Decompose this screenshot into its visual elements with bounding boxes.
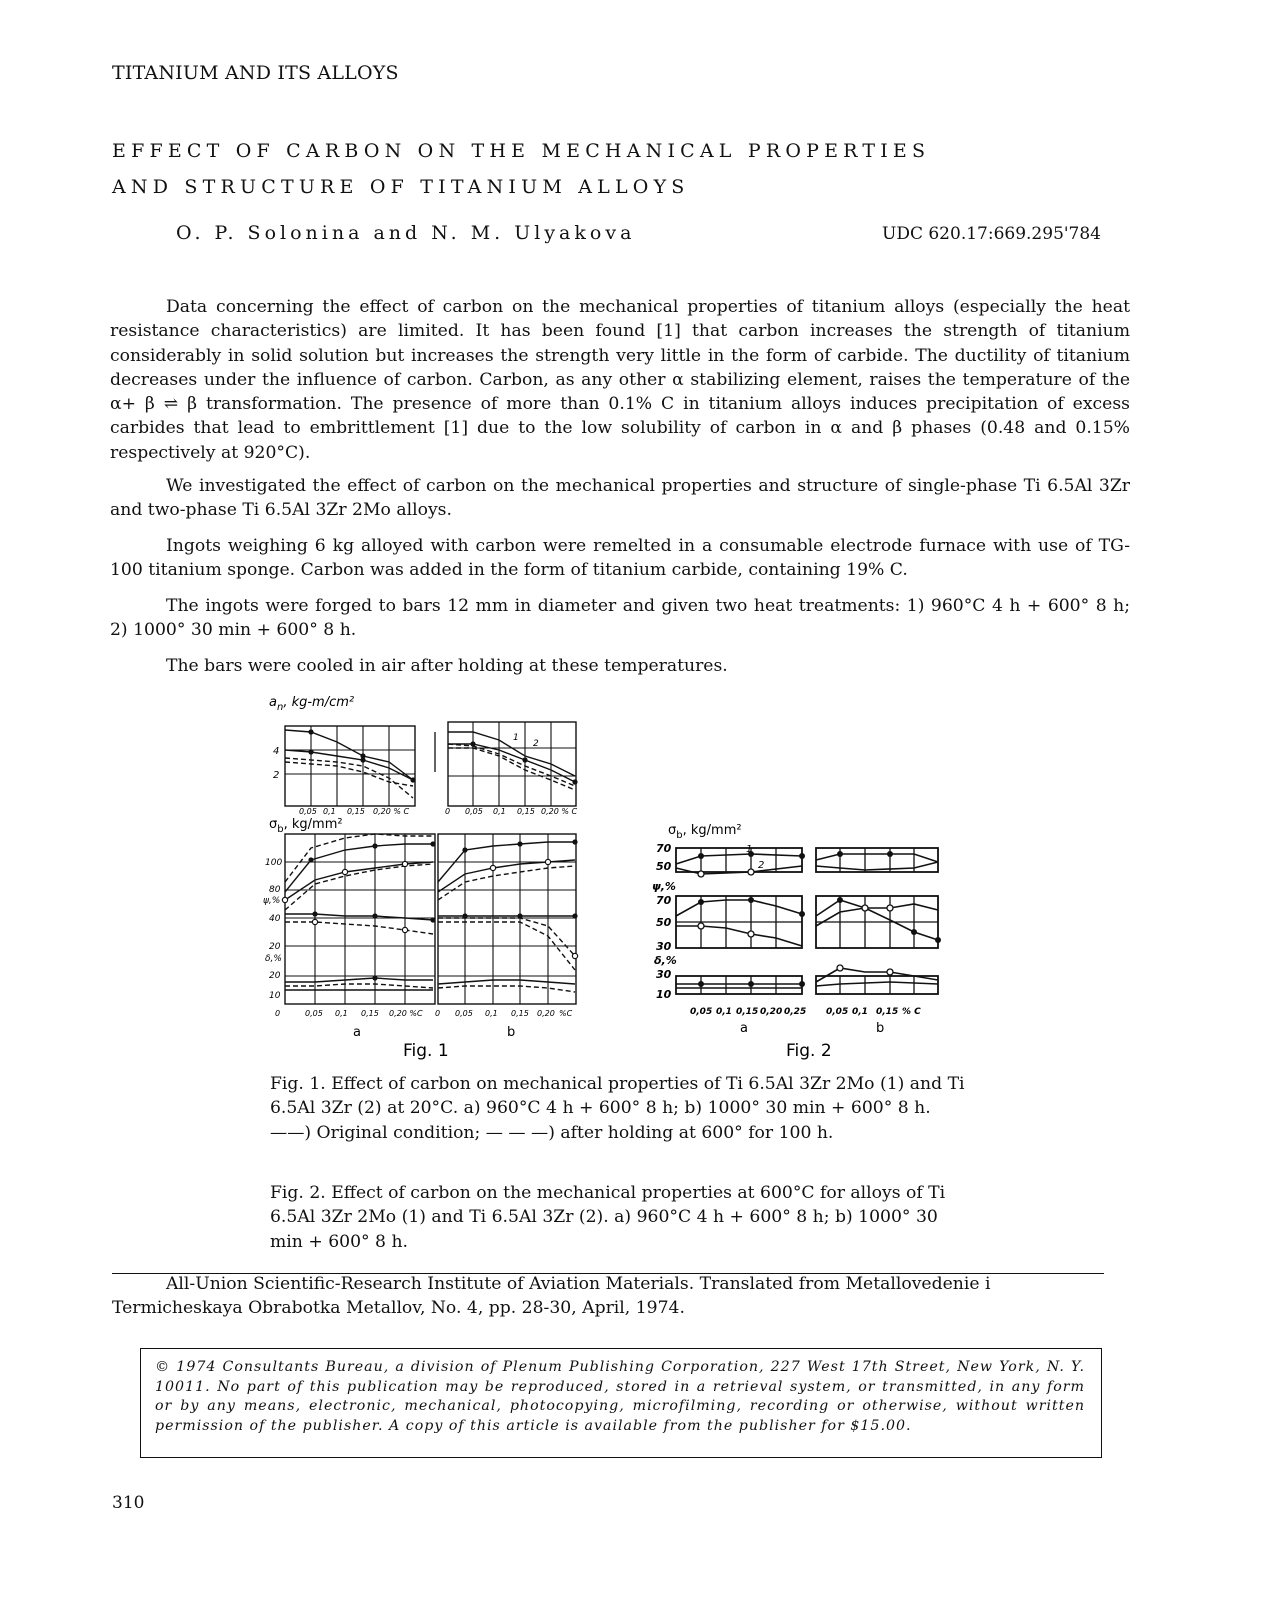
svg-text:20: 20	[269, 942, 281, 952]
article-title-line-1: EFFECT OF CARBON ON THE MECHANICAL PROPERTIES	[112, 140, 931, 162]
figure-1-caption: Fig. 1. Effect of carbon on mechanical properties of Ti 6.5Al 3Zr 2Mo (1) and Ti 6.5Al 3Zr (2) at 20°C. a) 960°C 4 h + 600° 8 h; b) 1000° 30 min + 600° 8 h. ——) Original condition; — — —) after holding at 600° for 100 h.	[270, 1074, 965, 1143]
fig1-bottom-x-tick-b: 0 0,05 0,1 0,15 0,20 %C	[435, 1009, 573, 1018]
paragraph-1: Data concerning the effect of carbon on the mechanical properties of titanium alloys (especially the heat resistance characteristics) are limited. It has been found [1] that carbon increases the strength of titanium considerably in solid solution but increases the strength very little in the form of carbide. The ductility of titanium decreases under the influence of carbon. Carbon, as any other α stabilizing element, raises the temperature of the α+ β ⇌ β transformation. The presence of more than 0.1% C in titanium alloys induces precipitation of excess carbides that lead to embrittlement [1] due to the low solubility of carbon in α and β phases (0.48 and 0.15% respectively at 920°C).	[110, 297, 1130, 463]
journal-section-title: TITANIUM AND ITS ALLOYS	[112, 62, 399, 84]
svg-text:40: 40	[269, 914, 281, 924]
fig1-curve-label-1: 1	[513, 733, 519, 743]
paragraph-4: The ingots were forged to bars 12 mm in diameter and given two heat treatments: 1) 960°C 4 h + 600° 8 h; 2) 1000° 30 min + 600° 8 h.	[110, 596, 1130, 641]
fig2-sub-a: a	[740, 1021, 748, 1036]
udc-code: UDC 620.17:669.295'784	[882, 224, 1101, 244]
fig2-x-ticks-a: 0,05 0,1 0,15 0,20 0,25	[690, 1007, 807, 1017]
svg-text:30: 30	[656, 940, 672, 953]
svg-text:30: 30	[656, 968, 672, 981]
paragraph-2: We investigated the effect of carbon on the mechanical properties and structure of single-phase Ti 6.5Al 3Zr and two-phase Ti 6.5Al 3Zr 2Mo alloys.	[110, 476, 1130, 521]
svg-text:ψ,%: ψ,%	[263, 896, 281, 906]
copyright-text: © 1974 Consultants Bureau, a division of Plenum Publishing Corporation, 227 West 17th Street, New York, N. Y. 10011. No part of this publication may be reproduced, stored in a retrieval system, or transmitted, in any form or by any means, electronic, mechanical, photocopying, microfilming, recording or otherwise, without written permission of the publisher. A copy of this article is available from the publisher for $15.00.	[155, 1359, 1085, 1434]
svg-text:70: 70	[656, 842, 672, 855]
svg-text:ψ,%: ψ,%	[652, 880, 676, 893]
svg-text:10: 10	[656, 988, 672, 1001]
svg-text:δ,%: δ,%	[265, 954, 282, 964]
fig2-sub-b: b	[876, 1021, 885, 1036]
fig1-an-axis-label: $a_n$, kg-m/cm²	[269, 695, 355, 713]
figure-2	[640, 816, 960, 1061]
fig2-label: Fig. 2	[786, 1041, 832, 1061]
figure-2-caption: Fig. 2. Effect of carbon on the mechanical properties at 600°C for alloys of Ti 6.5Al 3Zr 2Mo (1) and Ti 6.5Al 3Zr (2). a) 960°C 4 h + 600° 8 h; b) 1000° 30 min + 600° 8 h.	[270, 1183, 946, 1252]
figure-1	[255, 686, 600, 1061]
svg-text:50: 50	[656, 916, 672, 929]
fig1-top-x-tick-b: 0 0,05 0,1 0,15 0,20 % C	[445, 807, 578, 816]
fig1-an-tick-1: 4	[273, 746, 280, 757]
fig1-curve-label-2: 2	[533, 739, 539, 749]
svg-text:δ,%: δ,%	[654, 954, 677, 967]
page-number: 310	[112, 1493, 145, 1513]
svg-text:10: 10	[269, 991, 281, 1001]
svg-text:100: 100	[265, 858, 283, 868]
svg-text:70: 70	[656, 894, 672, 907]
paragraph-3: Ingots weighing 6 kg alloyed with carbon were remelted in a consumable electrode furnace with use of TG-100 titanium sponge. Carbon was added in the form of titanium carbide, containing 19% C.	[110, 536, 1130, 581]
authors: O. P. Solonina and N. M. Ulyakova	[176, 222, 636, 244]
fig1-top-x-tick-a: 0,05 0,1 0,15 0,20 % C	[299, 807, 410, 816]
fig1-sub-a: a	[353, 1025, 361, 1040]
fig2-curve-label-1: 1	[746, 844, 753, 855]
svg-text:50: 50	[656, 860, 672, 873]
fig1-sb-ticks	[263, 858, 282, 1001]
fig1-sub-b: b	[507, 1025, 516, 1040]
fig2-ticks	[652, 842, 677, 1001]
fig1-an-tick-2: 2	[273, 770, 280, 781]
paragraph-5: The bars were cooled in air after holding at these temperatures.	[166, 656, 728, 676]
svg-text:20: 20	[269, 971, 281, 981]
fig1-bottom-x-tick-a: 0 0,05 0,1 0,15 0,20 %C	[275, 1009, 423, 1018]
affiliation-note: All-Union Scientific-Research Institute of Aviation Materials. Translated from Metallovedenie i Termicheskaya Obrabotka Metallov, No. 4, pp. 28-30, April, 1974.	[112, 1274, 991, 1319]
fig1-sb-axis-label: $\sigma_b$, kg/mm²	[269, 817, 343, 835]
copyright-box	[140, 1348, 1102, 1458]
fig2-curve-label-2: 2	[758, 860, 765, 871]
fig2-sb-axis-label: $\sigma_b$, kg/mm²	[668, 823, 742, 841]
fig1-label: Fig. 1	[403, 1041, 449, 1061]
fig2-x-ticks-b: 0,05 0,1 0,15 % C	[826, 1007, 921, 1017]
svg-text:80: 80	[269, 885, 281, 895]
article-title-line-2: AND STRUCTURE OF TITANIUM ALLOYS	[112, 176, 690, 198]
